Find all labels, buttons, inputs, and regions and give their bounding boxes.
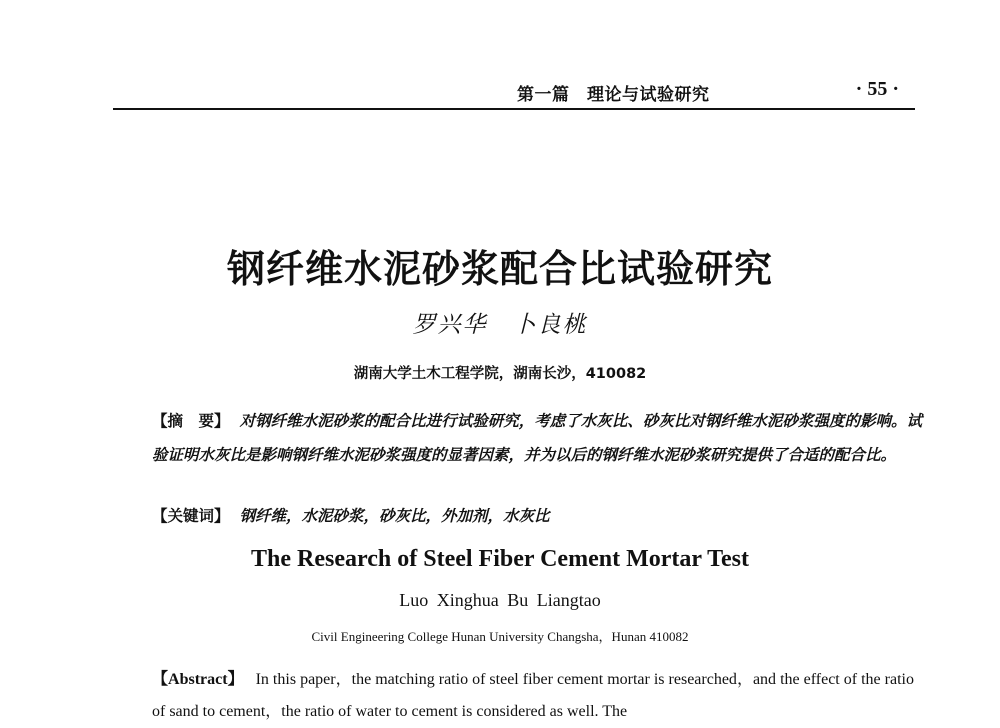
section-title: 第一篇 理论与试验研究 xyxy=(517,85,710,105)
keywords-text-chinese: 钢纤维，水泥砂浆，砂灰比，外加剂，水灰比 xyxy=(239,506,550,525)
keywords-chinese xyxy=(152,504,922,526)
abstract-label-english: 【Abstract】 xyxy=(152,671,244,688)
abstract-label-chinese: 【摘 要】 xyxy=(152,412,230,430)
keywords-label-chinese: 【关键词】 xyxy=(152,507,230,525)
affiliation-chinese: 湖南大学土木工程学院，湖南长沙，410082 xyxy=(353,366,647,382)
abstract-chinese xyxy=(152,404,922,472)
running-header xyxy=(113,74,915,110)
abstract-english xyxy=(152,664,914,728)
paper-title-chinese: 钢纤维水泥砂浆配合比试验研究 xyxy=(226,246,773,291)
abstract-text-english: In this paper，the matching ratio of steel fiber cement mortar is researched，and the effect of the ratio of sand to cement，the ratio of water to cement is considered as well. The xyxy=(152,671,914,720)
authors-english: Luo Xinghua Bu Liangtao xyxy=(399,590,601,610)
authors-chinese: 罗兴华 卜良桃 xyxy=(412,312,588,338)
paper-title-english: The Research of Steel Fiber Cement Mortar Test xyxy=(251,546,749,572)
abstract-text-chinese: 对钢纤维水泥砂浆的配合比进行试验研究，考虑了水灰比、砂灰比对钢纤维水泥砂浆强度的影响。试验证明水灰比是影响钢纤维水泥砂浆强度的显著因素，并为以后的钢纤维水泥砂浆研究提供了合适的配合比。 xyxy=(152,411,922,464)
page-number: · 55 · xyxy=(855,78,899,100)
affiliation-english: Civil Engineering College Hunan University Changsha，Hunan 410082 xyxy=(311,629,689,644)
